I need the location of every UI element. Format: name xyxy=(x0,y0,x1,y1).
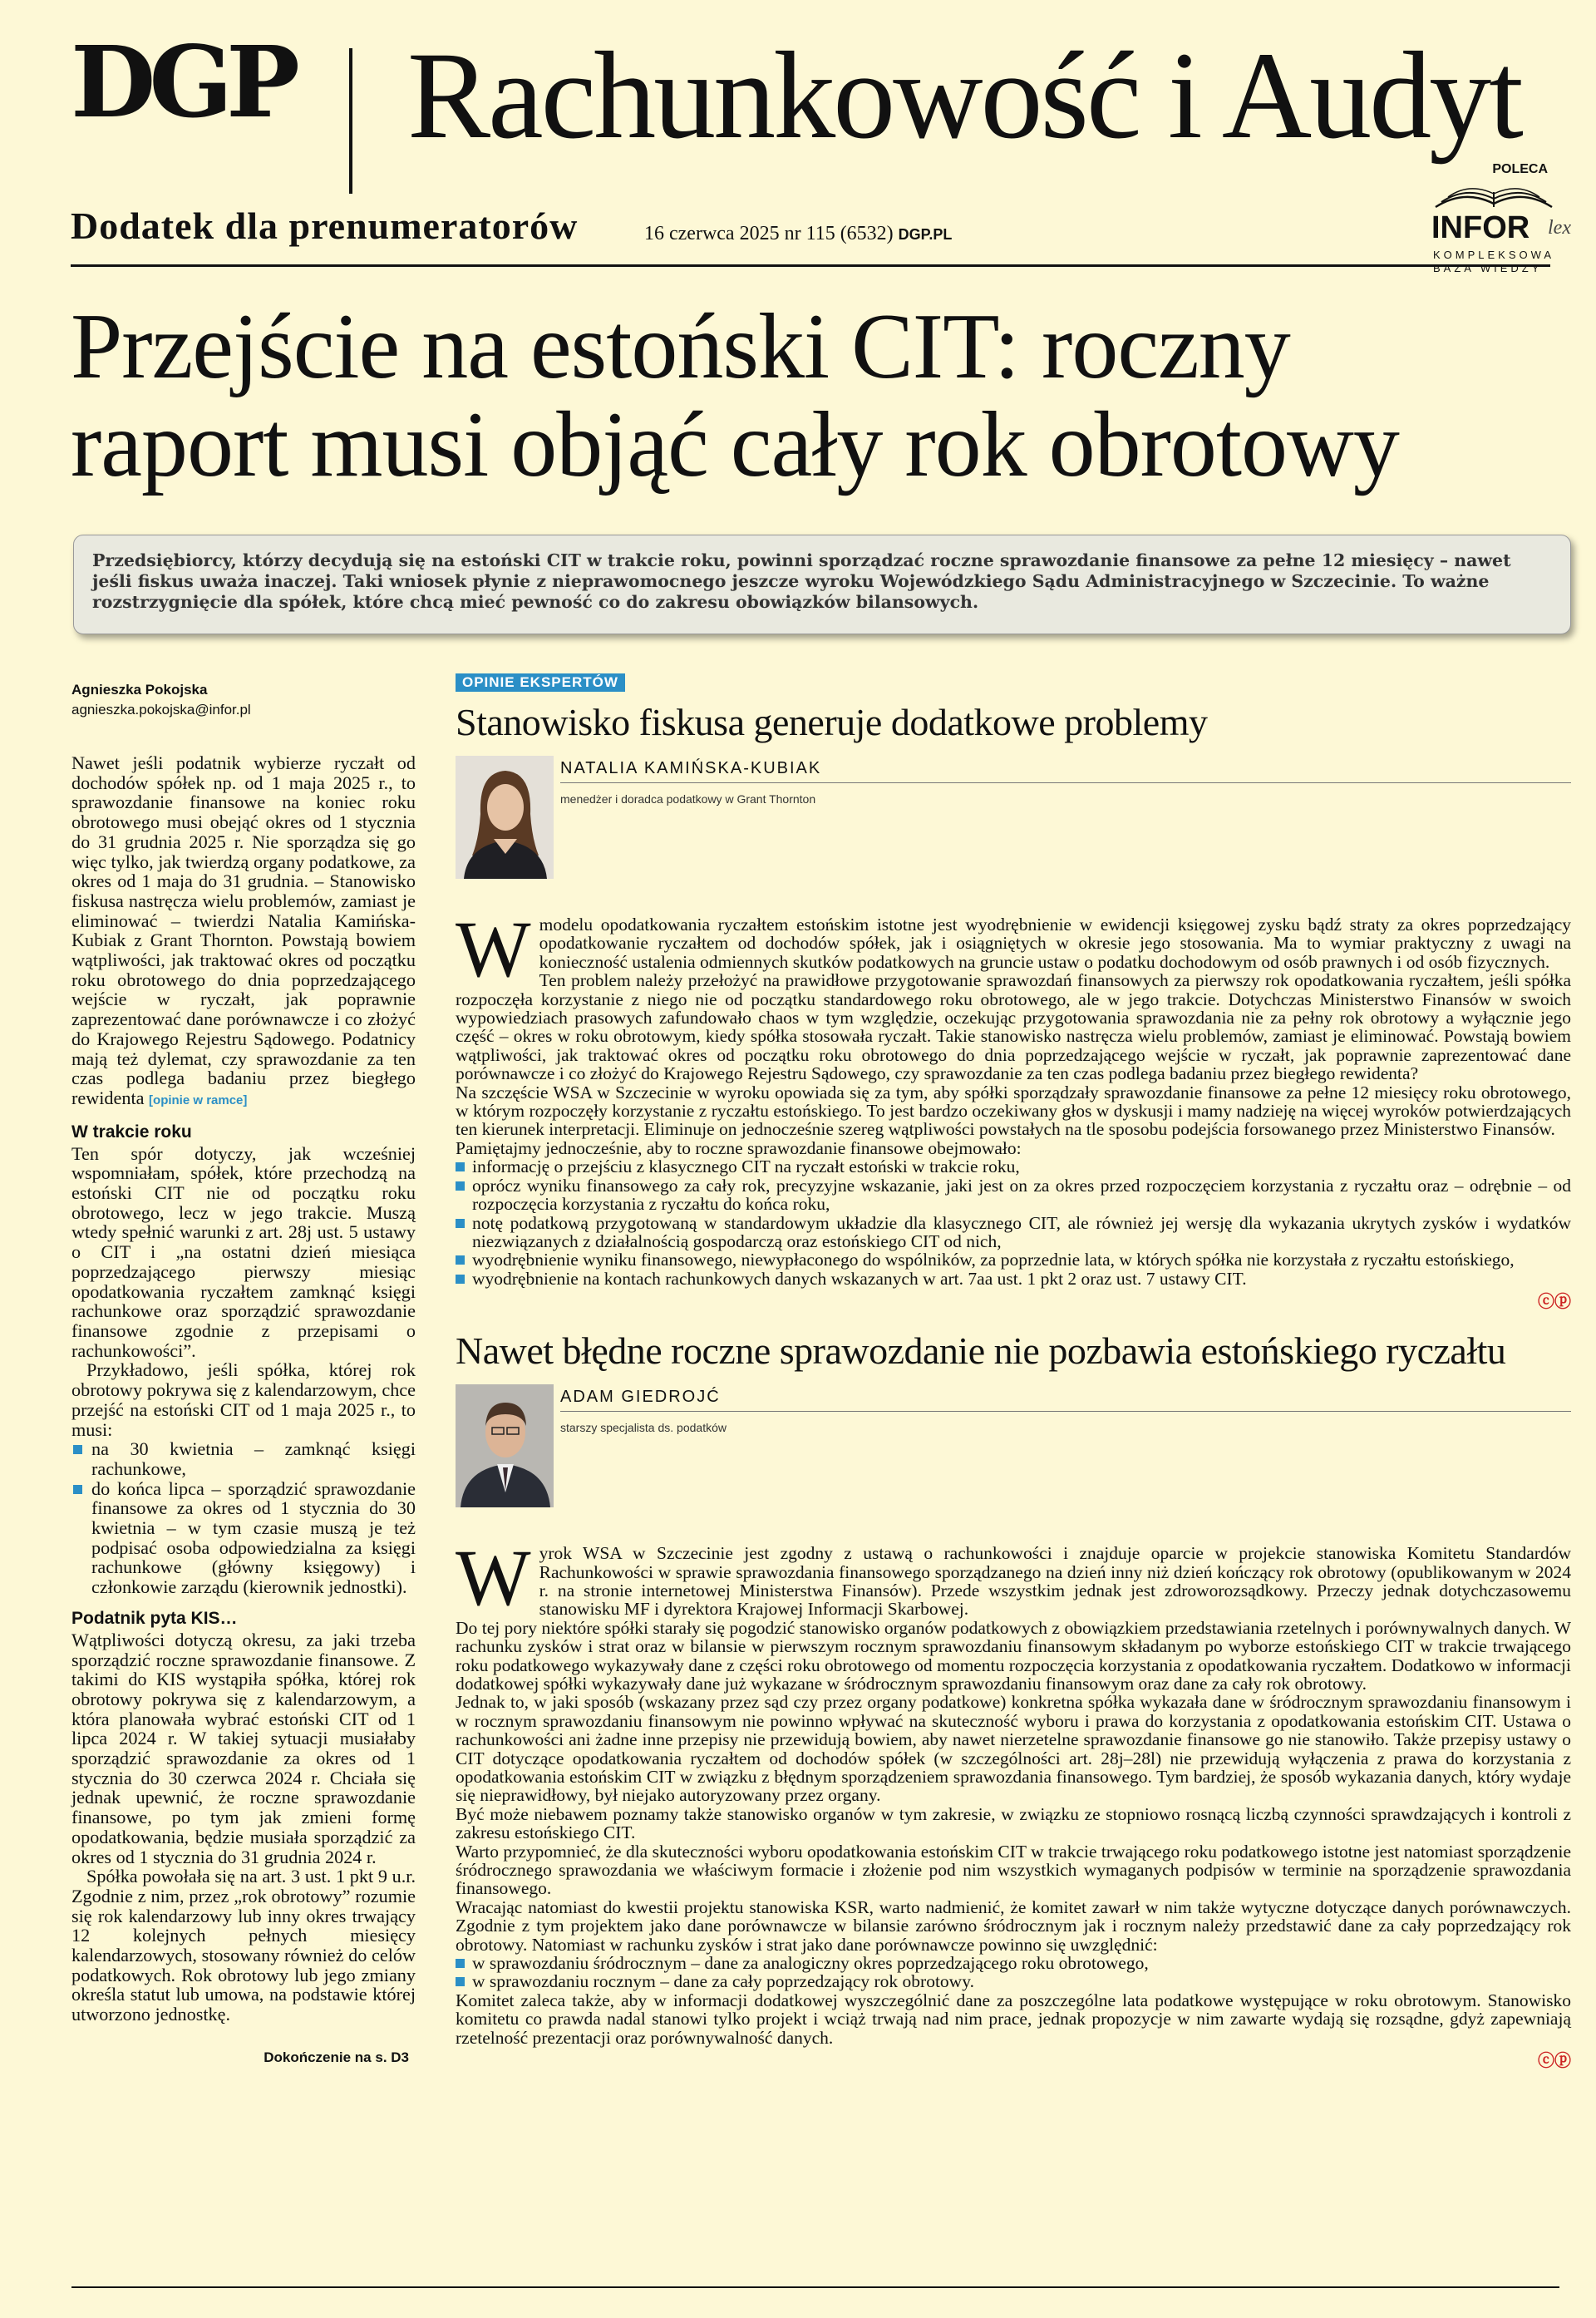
expert-role: menedżer i doradca podatkowy w Grant Thornton xyxy=(560,792,816,806)
article-paragraph: Spółka powołała się na art. 3 ust. 1 pkt 9 u.r. Zgodnie z nim, przez „rok obrotowy” rozumie się rok kalendarzowy lub inny okres trwający 12 kolejnych pełnych miesięcy kalendarzowych, stosowany również do celów podatkowych. Rok obrotowy lub jego zmiany określa statut lub umowa, na podstawie której utworzono jednostkę. xyxy=(71,1866,416,2025)
open-book-icon xyxy=(1431,182,1556,210)
opinion-paragraph: Do tej pory niektóre spółki starały się pogodzić stanowisko organów podatkowych z obowiązkiem przedstawiania rzetelnych i porównywalnych danych. W rachunku zysków i strat oraz w bilansie w pierwszym rocznym sprawozdaniu finansowym składanym po wyborze estońskiego CIT w trakcie trwającego roku podatkowego wykazywały dane z części roku obrotowego od momentu rozpoczęcia korzystania z opodatkowania ryczałtem. Dodatkowo w informacji dodatkowej spółki wykazywały dane już wykazane w śródrocznym sprawozdaniu finansowym oraz dane za cały rok obrotowy. xyxy=(456,1617,1571,1694)
article-paragraph: Wątpliwości dotyczą okresu, za jaki trzeba sporządzić roczne sprawozdanie finansowe. Z takimi do KIS wystąpiła spółka, której rok obrotowy pokrywa się z kalendarzowym, a która planowała wybrać estoński CIT od 1 lipca 2024 r. W takiej sytuacji musiałaby sporządzić sprawozdanie za okres od 1 stycznia do 30 czerwca 2024 r. Chciała się jednak upewnić, że roczne sprawozdanie finansowe, po tym jak zmieni formę opodatkowania, będzie musiała sporządzić za okres od 1 stycznia do 31 grudnia 2024 r. xyxy=(71,1629,416,1867)
infor-tagline-1: KOMPLEKSOWA xyxy=(1433,249,1555,261)
opinion-paragraph: Jednak to, w jaki sposób (wskazany przez sąd czy przez organy podatkowe) konkretna spółka wykazała dane w śródrocznym sprawozdaniu finansowym i w rocznym sprawozdaniu finansowym nie powinno wpływać na skuteczność wyboru i prawa do korzystania z opodatkowania estońskim CIT. Ustawa o rachunkowości ani żadne inne przepisy nie przewidują bowiem, aby nawet nierzetelne sprawozdanie finansowe go nie stanowiło. Także przepisy ustawy o CIT dotyczące opodatkowania ryczałtem od dochodów spółek (w szczególności art. 28j–28l) nie przewidują wyłączenia z prawa do korzystania z opodatkowania estońskim CIT w związku z błędnym sporządzeniem sprawozdania finansowego. Tym bardziej, że sposób wykazania danych, który wydaje się nieprawidłowy, był niejako autoryzowany przez organy. xyxy=(456,1692,1571,1806)
drop-cap: W xyxy=(456,1533,531,1623)
opinion-paragraph: modelu opodatkowania ryczałtem estońskim istotne jest wyodrębnienie w ewidencji księgowej zysku bądź straty za okres poprzedzający opodatkowanie ryczałtem od dochodów spółek, jak i osiągniętych w okresie jego stosowania. Ma to wymiar praktyczny z uwagi na konieczność ustalenia odmiennych skutków podatkowych na gruncie ustaw o podatku dochodowym od osób prawnych i od osób fizycznych. xyxy=(539,915,1571,972)
opinion-ref-link[interactable]: [opinie w ramce] xyxy=(149,1092,248,1107)
lead-box xyxy=(73,535,1571,634)
headline-line-1: Przejście na estoński CIT: roczny xyxy=(71,295,1290,398)
expert-photo xyxy=(456,1384,554,1507)
drop-cap: W xyxy=(456,905,531,994)
list-item: do końca lipca – sporządzić sprawozdanie finansowe za okres od 1 stycznia do 30 kwietnia – w tym czasie muszą je też podpisać osoba odpowiedzialna za księgi rachunkowe (główny księgowy) i członkowie zarządu (kierownik jednostki). xyxy=(71,1479,416,1597)
list-item: w sprawozdaniu śródrocznym – dane za analogiczny okres poprzedzającego roku obrotowego, xyxy=(456,1954,1571,1972)
expert-byline xyxy=(456,1384,1571,1509)
list-item: oprócz wyniku finansowego za cały rok, precyzyjne wskazanie, jaki jest on za okres przed rozpoczęciem korzystania z ryczałtu oraz – odrębnie – od rozpoczęcia korzystania z ryczałtu do końca roku, xyxy=(456,1176,1571,1214)
opinion-paragraph: Warto przypomnieć, że dla skuteczności wyboru opodatkowania estońskim CIT w trakcie trwającego roku podatkowego istotne jest natomiast sporządzenie śródrocznego sprawozdania we właściwym formacie i złożenie pod nim wszystkich wymaganych podpisów w terminie na sporządzenie sprawozdania finansowego. xyxy=(456,1841,1571,1899)
list-item: wyodrębnienie wyniku finansowego, niewypłaconego do wspólników, za poprzednie lata, w których spółka nie korzystała z ryczałtu estońskiego, xyxy=(456,1250,1571,1269)
expert-photo xyxy=(456,756,554,879)
masthead-divider xyxy=(349,48,352,194)
lead-text: Przedsiębiorcy, którzy decydują się na estoński CIT w trakcie roku, powinni sporządzać roczne sprawozdanie finansowe za pełne 12 miesięcy – nawet jeśli fiskus uważa inaczej. Taki wniosek płynie z nieprawomocnego jeszcze wyroku Wojewódzkiego Sądu Administracyjnego w Szczecinie. To ważne rozstrzygnięcie dla spółek, które chcą mieć pewność co do zakresu obowiązków bilansowych. xyxy=(92,550,1511,612)
brand-logo[interactable]: DGP xyxy=(71,24,293,140)
expert-role: starszy specjalista ds. podatków xyxy=(560,1421,727,1435)
byline-rule xyxy=(560,1411,1571,1412)
opinion-list xyxy=(456,1157,1571,1288)
website-link[interactable]: DGP.PL xyxy=(898,226,953,243)
opinion-paragraph: Na szczęście WSA w Szczecinie w wyroku opowiada się za tym, aby spółki sporządzały sprawozdanie finansowe za pełne 12 miesięcy roku obrotowego, w którym rozpoczęły korzystanie z ryczałtu estońskiego. To jest bardzo oczekiwany głos w dyskusji i mamy nadzieję na więcej wyroków potwierdzających ten kierunek interpretacji. Eliminuje on jednocześnie szereg wątpliwości powstałych na tle sposobu podejścia forsowanego przez Ministerstwo Finansów. xyxy=(456,1082,1571,1140)
opinion-title: Nawet błędne roczne sprawozdanie nie pozbawia estońskiego ryczałtu xyxy=(456,1329,1506,1373)
opinion-body xyxy=(456,1533,1571,2071)
continued-note[interactable]: Dokończenie na s. D3 xyxy=(264,2049,409,2065)
expert-name: ADAM GIEDROJĆ xyxy=(560,1388,721,1407)
issue-date: 16 czerwca 2025 nr 115 (6532) xyxy=(644,223,894,244)
opinion-body xyxy=(456,905,1571,1312)
infor-lex-badge[interactable] xyxy=(1421,162,1571,274)
list-item: na 30 kwietnia – zamknąć księgi rachunkowe, xyxy=(71,1439,416,1478)
opinion-paragraph: yrok WSA w Szczecinie jest zgodny z ustawą o rachunkowości i znajduje oparcie w projekcie stanowiska Komitetu Standardów Rachunkowości w sprawie sprawozdania finansowego sporządzanego na dzień inny niż dzień kończący rok obrotowy (opublikowanym w 2024 r. na stronie internetowej Ministerstwa Finansów). Przede wszystkim jednak jest zdroworozsądkowy. Przeczy jednak dotychczasowemu stanowisku MF i dyrektora Krajowej Informacji Skarbowej. xyxy=(539,1543,1571,1620)
infor-tagline xyxy=(1433,249,1554,274)
opinion-paragraph: Być może niebawem poznamy także stanowisko organów w tym zakresie, w związku ze stopniowo rosnącą liczbą czynności sprawdzających i kontroli z zakresu estońskiego CIT. xyxy=(456,1803,1571,1843)
opinion-title: Stanowisko fiskusa generuje dodatkowe problemy xyxy=(456,701,1208,743)
author-name: Agnieszka Pokojska xyxy=(71,682,208,698)
list-item: wyodrębnienie na kontach rachunkowych danych wskazanych w art. 7aa ust. 1 pkt 2 oraz ust. 7 ustawy CIT. xyxy=(456,1270,1571,1288)
masthead-rule xyxy=(71,264,1550,267)
supplement-label: Dodatek dla prenumeratorów xyxy=(71,205,579,247)
section-title: Rachunkowość i Audyt xyxy=(407,27,1521,165)
byline-rule xyxy=(560,782,1571,783)
infor-tagline-2: BAZA WIEDZY xyxy=(1433,261,1543,274)
opinion-paragraph: Komitet zaleca także, aby w informacji dodatkowej wyszczególnić dane za poszczególne lata podatkowe występujące w roku obrotowym. Stanowisko komitetu co prawda nadal stanowi tylko projekt i wciąż trwają nad nim prace, jednak propozycje w nim zawarte wydają się rozsądne, gdyż zapewniają rzetelność prezentacji oraz porównywalność danych. xyxy=(456,1990,1571,2048)
opinion-paragraph: Pamiętajmy jednocześnie, aby to roczne sprawozdanie finansowe obejmowało: xyxy=(456,1137,1022,1158)
headline-line-2: raport musi objąć cały rok obrotowy xyxy=(71,393,1399,496)
expert-name: NATALIA KAMIŃSKA-KUBIAK xyxy=(560,759,822,777)
main-article xyxy=(71,682,416,2066)
article-subheading: W trakcie roku xyxy=(71,1122,192,1142)
copyright-mark: ⓒⓟ xyxy=(1538,2052,1571,2071)
opinion-paragraph: Wracając natomiast do kwestii projektu stanowiska KSR, warto nadmienić, że komitet zawarł w nim także wytyczne dotyczące danych porównawczych. Zgodnie z tym projektem jako dane porównawcze w bilansie zarówno śródrocznym jak i rocznym należy przedstawić dane za cały poprzedzający rok obrotowy. Natomiast w rachunku zysków i strat jako dane porównawcze powinno się uwzględnić: xyxy=(456,1896,1571,1955)
list-item: notę podatkową przygotowaną w standardowym układzie dla klasycznego CIT, ale również jej wersję dla wykazania ukrytych zysków i wydatków niezwiązanych z działalnością gospodarczą oraz estońskiego CIT od nich, xyxy=(456,1214,1571,1251)
list-item: w sprawozdaniu rocznym – dane za cały poprzedzający rok obrotowy. xyxy=(456,1972,1571,1990)
bottom-rule xyxy=(71,2286,1559,2288)
main-headline xyxy=(71,295,1559,496)
article-paragraph: Ten spór dotyczy, jak wcześniej wspomniałam, spółek, które przechodzą na estoński CIT nie od początku roku obrotowego, lecz w jego trakcie. Muszą wtedy spełnić warunki z art. 28j ust. 5 ustawy o CIT i „na ostatni dzień miesiąca poprzedzającego pierwszy miesiąc opodatkowania ryczałtem zamknąć księgi rachunkowe oraz sporządzić sprawozdanie finansowe zgodnie z przepisami o rachunkowości”. xyxy=(71,1142,416,1361)
opinions-tag: OPINIE EKSPERTÓW xyxy=(456,673,625,692)
infor-name: INFOR xyxy=(1431,210,1530,245)
article-bullet-list xyxy=(71,1439,416,1597)
copyright-mark: ⓒⓟ xyxy=(1538,1293,1571,1312)
article-paragraph: Przykładowo, jeśli spółka, której rok obrotowy pokrywa się z kalendarzowym, chce przejść na estoński CIT od 1 maja 2025 r., to musi: xyxy=(71,1359,416,1440)
expert-opinions xyxy=(456,673,1571,2071)
infor-lex: lex xyxy=(1548,217,1571,239)
opinion-paragraph: Ten problem należy przełożyć na prawidłowe przygotowanie sprawozdań finansowych za pierwszy rok opodatkowania ryczałtem, jeśli spółka rozpoczęła korzystanie z niego nie od początku standardowego roku obrotowego, ale w jego trakcie. Dotychczas Ministerstwo Finansów w swoich wypowiedziach prasowych zafundowało chaos w tym względzie, oczekując przygotowania sprawozdania nie za pełny rok obrotowy a wyłącznie jego część – okres w roku obrotowym, kiedy spółka stosowała ryczałt. Takie stanowisko nastręcza wielu problemów, zamiast je eliminować. Powstają bowiem wątpliwości, jak traktować okres od początku roku obrotowego do dnia poprzedzającego wejście w ryczałt, jak poprawnie zaprezentować dane porównawcze i co złożyć do Krajowego Rejestru Sądowego, czy sprawozdanie za ten czas podlega badaniu przez biegłego rewidenta? xyxy=(456,970,1571,1084)
infor-poleca: POLECA xyxy=(1492,162,1548,176)
article-subheading: Podatnik pyta KIS… xyxy=(71,1608,238,1628)
opinion-list xyxy=(456,1954,1571,1991)
article-paragraph: Nawet jeśli podatnik wybierze ryczałt od dochodów spółek np. od 1 maja 2025 r., to sprawozdanie finansowe na koniec roku obrotowego musi obejąć okres od 1 stycznia do 31 grudnia 2025 r. Nie sporządza się go więc tylko, jak twierdzą organy podatkowe, za okres od 1 maja do 31 grudnia. – Stanowisko fiskusa nastręcza wielu problemów, zamiast je eliminować – twierdzi Natalia Kamińska-Kubiak z Grant Thornton. Powstają bowiem wątpliwości, jak traktować okres od początku roku obrotowego do dnia poprzedzającego wejście w ryczałt, jak poprawnie zaprezentować dane porównawcze i co złożyć do Krajowego Rejestru Sądowego. Podatnicy mają też dylemat, czy sprawozdanie za ten czas podlega badaniu przez biegłego rewidenta [opinie w ramce] xyxy=(71,752,416,1108)
expert-byline xyxy=(456,756,1571,880)
author-email[interactable]: agnieszka.pokojska@infor.pl xyxy=(71,702,251,718)
list-item: informację o przejściu z klasycznego CIT na ryczałt estoński w trakcie roku, xyxy=(456,1157,1571,1176)
issue-info xyxy=(644,223,952,245)
